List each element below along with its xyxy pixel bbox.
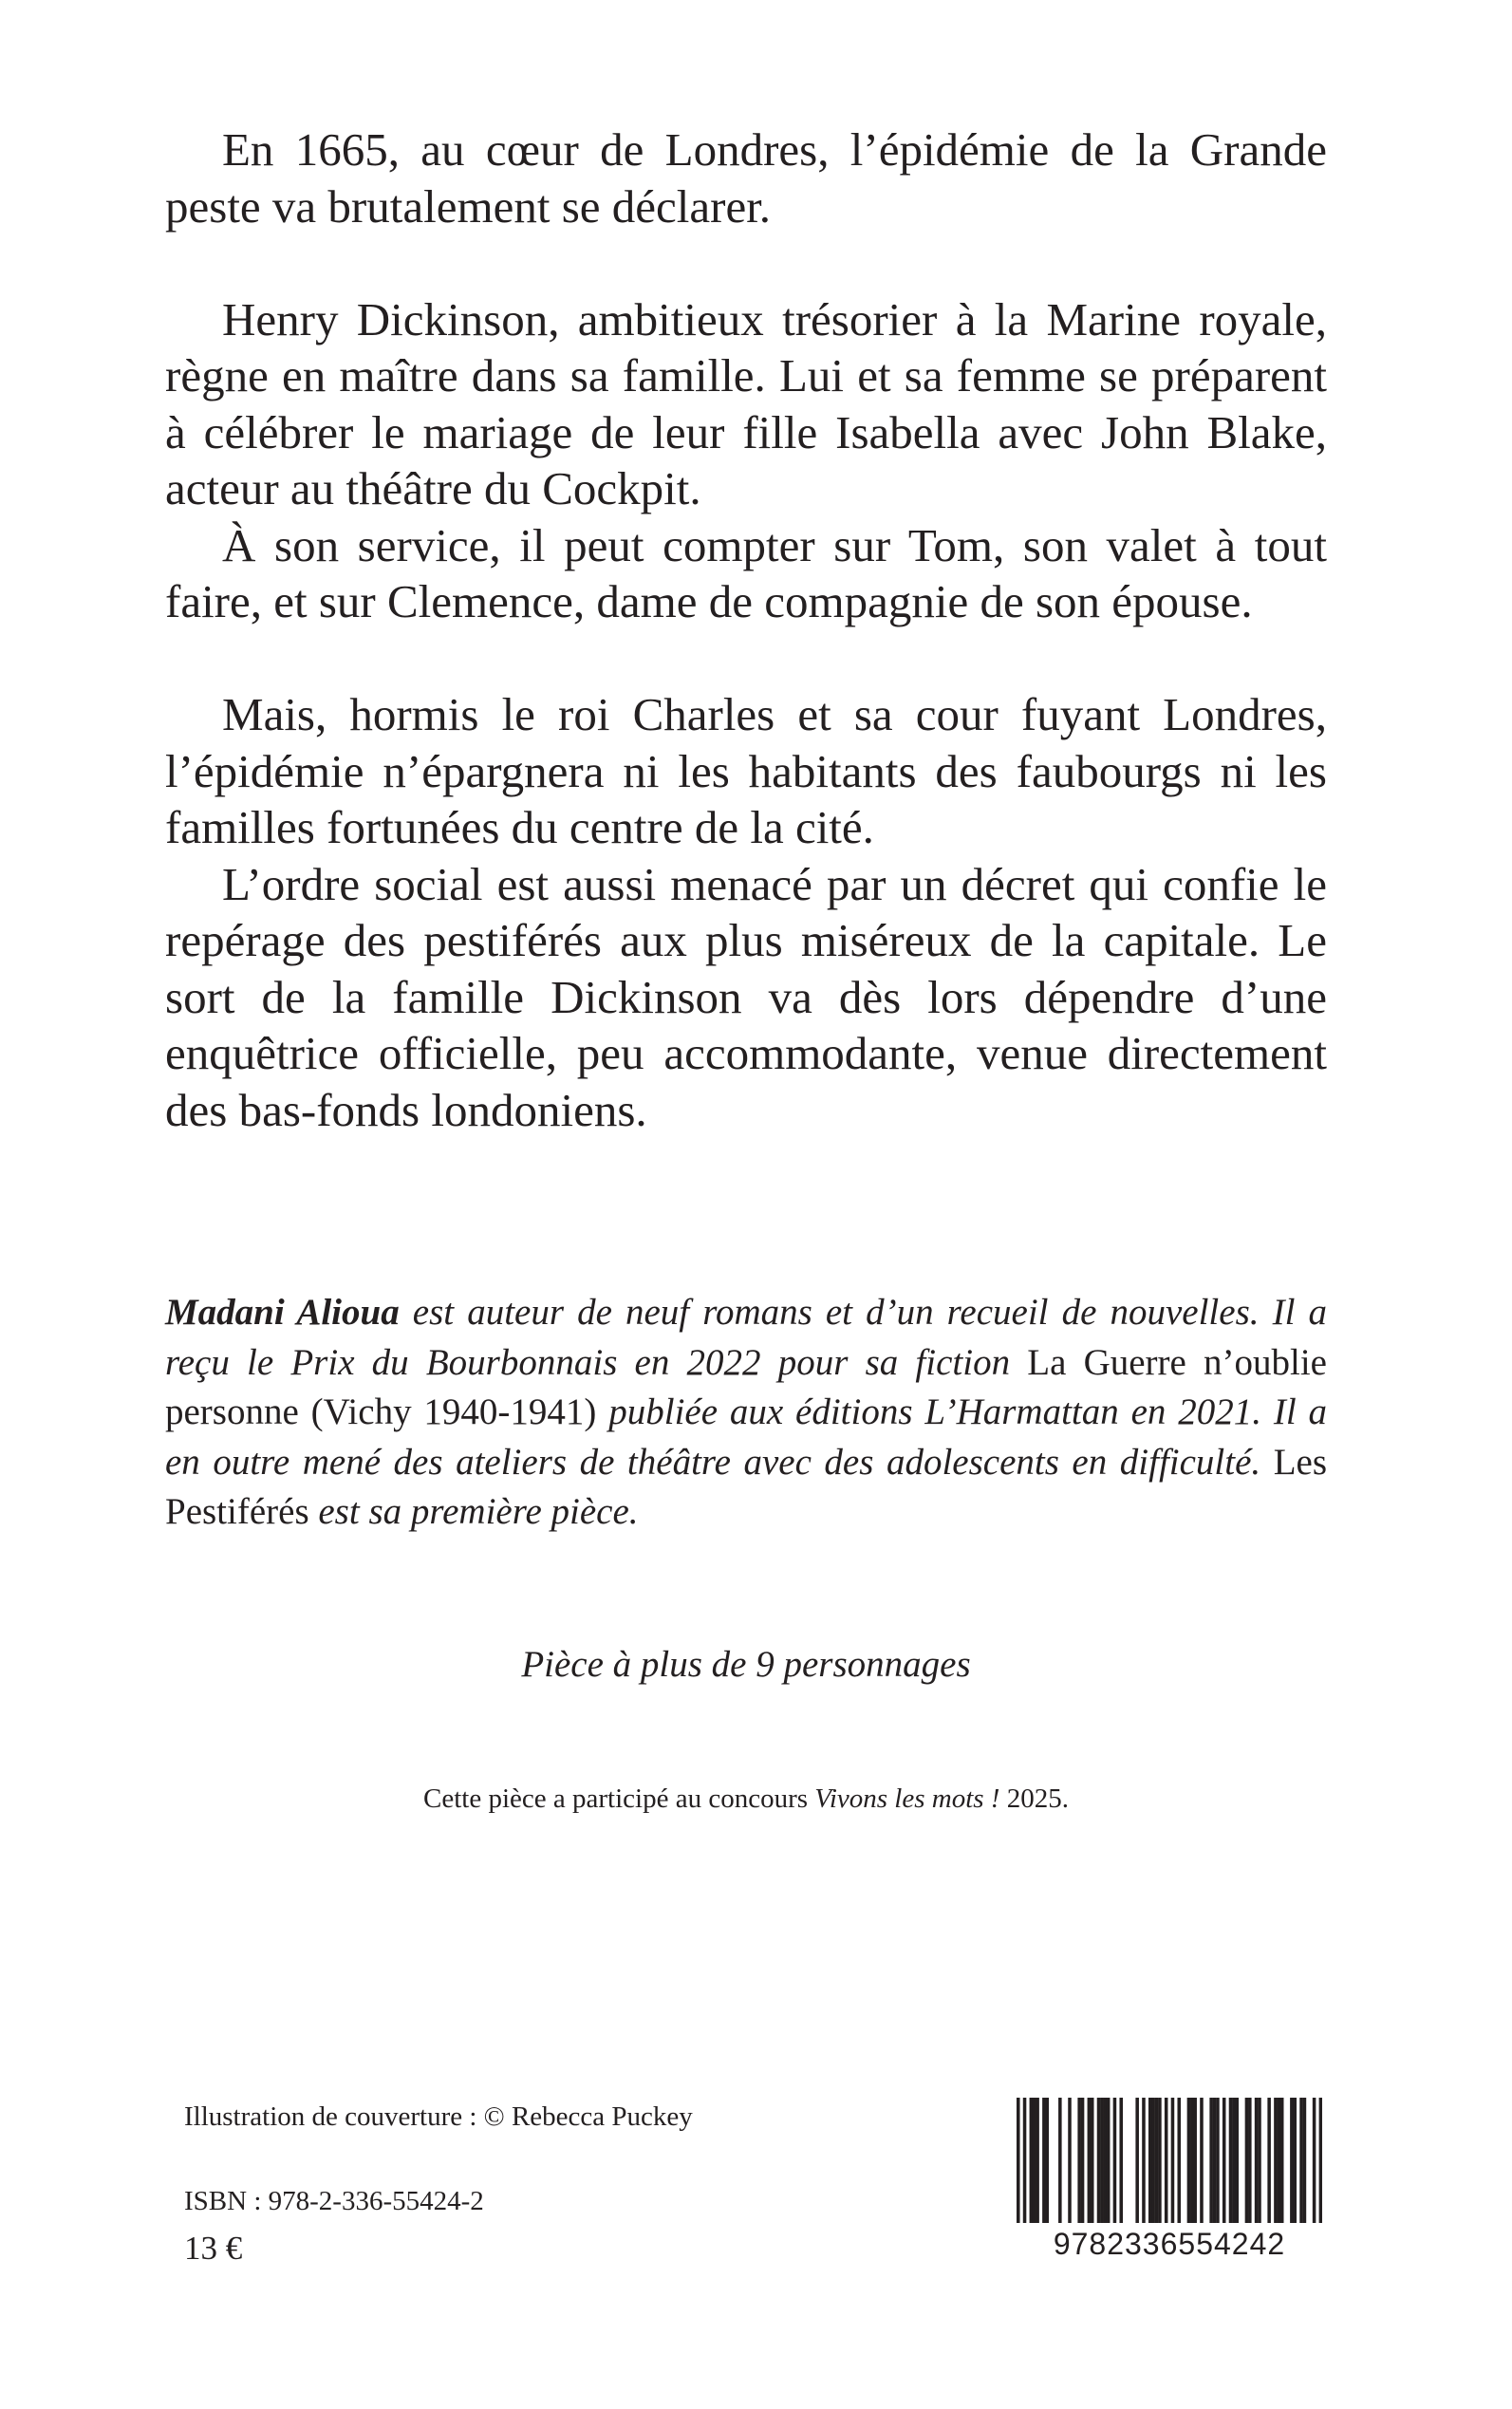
barcode-bar <box>1097 2098 1101 2225</box>
barcode-bar <box>1155 2098 1159 2225</box>
barcode-bar <box>1190 2098 1194 2225</box>
bio-text: est sa première pièce. <box>308 1491 639 1532</box>
barcode-bar <box>1200 2098 1204 2225</box>
barcode-bar <box>1213 2098 1217 2225</box>
barcode-bar <box>1104 2098 1108 2225</box>
barcode-bar <box>1068 2098 1072 2225</box>
barcode-bar <box>1158 2098 1162 2225</box>
barcode-bar <box>1299 2098 1303 2225</box>
barcode-bar <box>1088 2098 1092 2225</box>
barcode-bar <box>1177 2098 1181 2225</box>
isbn: ISBN : 978-2-336-55424-2 <box>184 2186 484 2216</box>
characters-note: Pièce à plus de 9 personnages <box>521 1644 971 1685</box>
barcode-bar <box>1229 2098 1233 2225</box>
barcode-bar <box>1293 2098 1297 2225</box>
summary-paragraph: L’ordre social est aussi menacé par un décret qui confie le repérage des pestiférés aux plus miséreux de la capitale. Le sort de la famille Dickinson va dès lors dépendre d’une enquêtrice officielle, peu accommodante, venue directement des bas-fonds londoniens. <box>165 857 1327 1136</box>
summary-paragraph: En 1665, au cœur de Londres, l’épidémie de la Grande peste va brutalement se déclarer. <box>165 123 1327 233</box>
barcode-bar <box>1245 2098 1249 2225</box>
barcode-bar <box>1232 2098 1236 2225</box>
summary-paragraph: À son service, il peut compter sur Tom, son valet à tout faire, et sur Clemence, dame de compagnie de son épouse. <box>165 518 1327 627</box>
bio-text: publiée aux éditions L’Harmattan en 2021. Il a en outre mené des ateliers de théâtre avec des adolescents en difficulté. <box>165 1391 1328 1483</box>
barcode-bar <box>1216 2098 1220 2225</box>
barcode-bar <box>1255 2098 1259 2225</box>
barcode-bar <box>1223 2098 1226 2225</box>
contest-prefix: Cette pièce a participé au concours <box>423 1783 815 1814</box>
barcode-bar <box>1077 2098 1081 2225</box>
summary-paragraph: Mais, hormis le roi Charles et sa cour fuyant Londres, l’épidémie n’épargnera ni les habitants des faubourgs ni les familles fortunées du centre de la cité. <box>165 688 1327 853</box>
barcode-bar <box>1235 2098 1239 2225</box>
contest-name: Vivons les mots ! <box>814 1783 1000 1814</box>
back-cover-summary <box>165 121 1327 1138</box>
barcode-bar <box>1033 2098 1036 2225</box>
price: 13 € <box>184 2230 243 2267</box>
barcode-bar <box>1100 2098 1104 2225</box>
contest-suffix: 2025. <box>999 1783 1069 1814</box>
barcode-digits: 9782336554242 <box>1017 2223 1322 2265</box>
barcode-bar <box>1209 2098 1213 2225</box>
barcode-bar <box>1151 2098 1155 2225</box>
contest-note <box>165 1783 1327 1815</box>
barcode-bar <box>1081 2098 1085 2225</box>
bio-text: est auteur de neuf romans et d’un recueil de nouvelles. Il a reçu le Prix du Bourbonnais en 2022 pour sa fiction <box>165 1292 1327 1383</box>
barcode-bar <box>1248 2098 1252 2225</box>
barcode-bar <box>1119 2098 1123 2225</box>
author-bio <box>165 1288 1327 1538</box>
barcode-bar <box>1193 2098 1197 2225</box>
barcode-bar <box>1042 2098 1046 2225</box>
barcode-bar <box>1107 2098 1111 2225</box>
book-title: La Guerre n’oublie personne (Vichy 1940-1941) <box>165 1341 1327 1432</box>
barcode-bar <box>1148 2098 1152 2225</box>
barcode <box>1017 2098 1322 2265</box>
barcode-bar <box>1046 2098 1050 2225</box>
barcode-bar <box>1278 2098 1281 2225</box>
illustration-credit: Illustration de couverture : © Rebecca Puckey <box>184 2101 693 2132</box>
barcode-bar <box>1030 2098 1034 2225</box>
barcode-bar <box>1274 2098 1278 2225</box>
barcode-bar <box>1290 2098 1294 2225</box>
barcode-bar <box>1280 2098 1284 2225</box>
summary-paragraph: Henry Dickinson, ambitieux trésorier à la Marine royale, règne en maître dans sa famille. Lui et sa femme se préparent à célébrer le mariage de leur fille Isabella avec John Blake, acteur au théâtre du Cockpit. <box>165 292 1327 514</box>
author-name: Madani Alioua <box>165 1292 400 1333</box>
book-title: Les Pestiférés <box>165 1441 1327 1532</box>
barcode-bar <box>1058 2098 1062 2225</box>
barcode-bar <box>1267 2098 1271 2225</box>
barcode-bar <box>1258 2098 1261 2225</box>
barcode-bar <box>1142 2098 1146 2225</box>
barcode-bar <box>1135 2098 1139 2225</box>
barcode-bar <box>1091 2098 1094 2225</box>
barcode-bar <box>1303 2098 1307 2225</box>
barcode-bar <box>1187 2098 1191 2225</box>
barcode-bar <box>1036 2098 1039 2225</box>
barcode-bar <box>1113 2098 1117 2225</box>
